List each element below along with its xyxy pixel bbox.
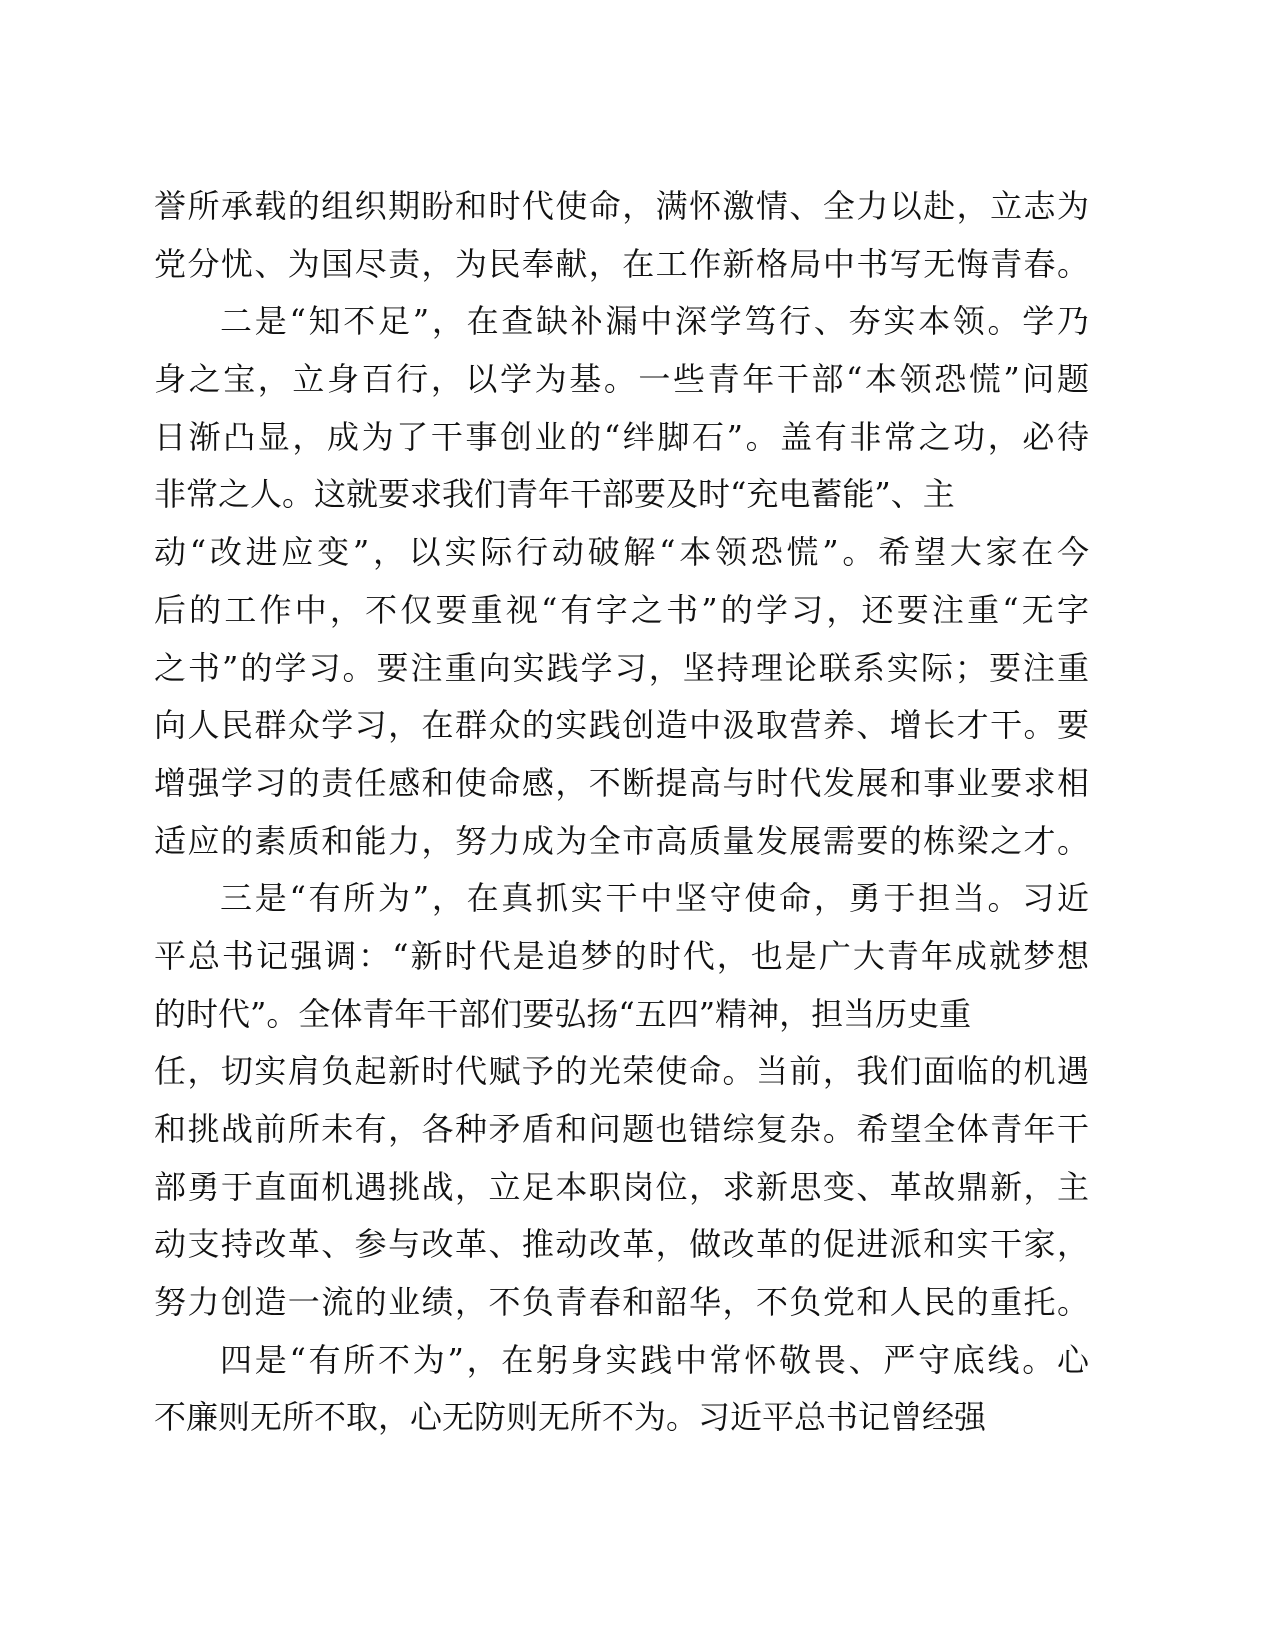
- text-line: 增强学习的责任感和使命感，不断提高与时代发展和事业要求相: [154, 763, 1089, 802]
- text-line: 非常之人。这就要求我们青年干部要及时“充电蓄能”、主: [154, 475, 955, 514]
- text-line: 不廉则无所不取，心无防则无所不为。习近平总书记曾经强: [154, 1398, 987, 1437]
- text-line: 四是“有所不为”，在躬身实践中常怀敬畏、严守底线。心: [220, 1340, 1089, 1379]
- text-line: 身之宝，立身百行，以学为基。一些青年干部“本领恐慌”问题: [154, 360, 1089, 399]
- text-line: 平总书记强调：“新时代是追梦的时代，也是广大青年成就梦想: [154, 936, 1089, 975]
- text-line: 适应的素质和能力，努力成为全市高质量发展需要的栋梁之才。: [154, 821, 1089, 860]
- text-line: 三是“有所为”，在真抓实干中坚守使命，勇于担当。习近: [220, 879, 1089, 918]
- text-line: 之书”的学习。要注重向实践学习，坚持理论联系实际；要注重: [154, 648, 1089, 687]
- body-text: [154, 178, 1089, 1447]
- text-line: 和挑战前所未有，各种矛盾和问题也错综复杂。希望全体青年干: [154, 1110, 1089, 1148]
- text-line: 二是“知不足”，在查缺补漏中深学笃行、夯实本领。学乃: [220, 302, 1089, 341]
- text-line: 日渐凸显，成为了干事创业的“绊脚石”。盖有非常之功，必待: [154, 417, 1089, 456]
- text-line: 党分忧、为国尽责，为民奉献，在工作新格局中书写无悔青春。: [154, 244, 1089, 283]
- text-line: 后的工作中，不仅要重视“有字之书”的学习，还要注重“无字: [154, 590, 1089, 629]
- text-line: 动支持改革、参与改革、推动改革，做改革的促进派和实干家，: [154, 1225, 1089, 1264]
- text-line: 向人民群众学习，在群众的实践创造中汲取营养、增长才干。要: [154, 706, 1089, 745]
- text-line: 努力创造一流的业绩，不负青春和韶华，不负党和人民的重托。: [154, 1283, 1089, 1322]
- text-line: 的时代”。全体青年干部们要弘扬“五四”精神，担当历史重: [154, 994, 972, 1033]
- text-line: 誉所承载的组织期盼和时代使命，满怀激情、全力以赴，立志为: [154, 187, 1089, 225]
- text-line: 任，切实肩负起新时代赋予的光荣使命。当前，我们面临的机遇: [154, 1052, 1089, 1091]
- text-line: 动“改进应变”，以实际行动破解“本领恐慌”。希望大家在今: [154, 533, 1089, 572]
- text-line: 部勇于直面机遇挑战，立足本职岗位，求新思变、革故鼎新，主: [154, 1167, 1089, 1206]
